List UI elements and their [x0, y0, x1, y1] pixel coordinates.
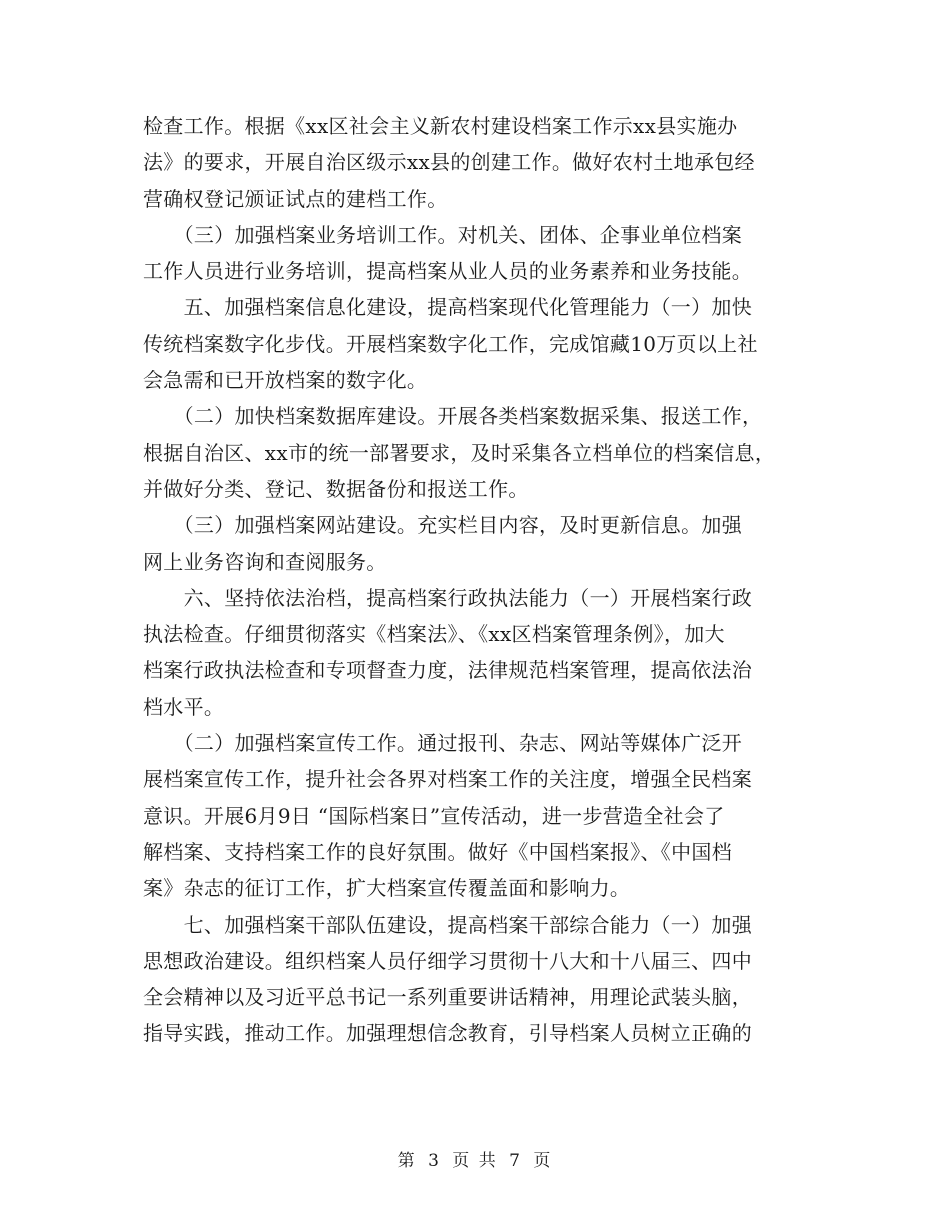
footer-suffix: 页: [533, 1151, 553, 1171]
text-line: 档水平。: [143, 694, 225, 719]
text-line: 档案行政执法检查和专项督查力度，法律规范档案管理，提高依法治: [143, 658, 752, 683]
text-line: 解档案、支持档案工作的良好氛围。做好《中国档案报》、《中国档: [143, 839, 732, 864]
text-line: 传统档案数字化步伐。开展档案数字化工作，完成馆藏10万页以上社: [143, 331, 758, 356]
text-line: 营确权登记颁证试点的建档工作。: [143, 186, 448, 211]
text-line: 五、加强档案信息化建设，提高档案现代化管理能力（一）加快: [143, 295, 752, 320]
text-line: 思想政治建设。组织档案人员仔细学习贯彻十八大和十八届三、四中: [143, 948, 752, 973]
footer-middle: 页 共: [452, 1151, 498, 1171]
text-line: 指导实践，推动工作。加强理想信念教育，引导档案人员树立正确的: [143, 1021, 752, 1046]
page-footer: [0, 1146, 950, 1171]
text-line: 意识。开展6月9日 “国际档案日”宣传活动，进一步营造全社会了: [143, 803, 725, 828]
text-line: 会急需和已开放档案的数字化。: [143, 368, 428, 393]
text-line: （三）加强档案网站建设。充实栏目内容，及时更新信息。加强: [143, 513, 742, 538]
text-line: 七、加强档案干部队伍建设，提高档案干部综合能力（一）加强: [143, 912, 752, 937]
text-line: 展档案宣传工作，提升社会各界对档案工作的关注度，增强全民档案: [143, 767, 752, 792]
text-line: 法》的要求，开展自治区级示xx县的创建工作。做好农村土地承包经: [143, 150, 755, 175]
current-page-number: 3: [428, 1151, 441, 1171]
text-line: 工作人员进行业务培训，提高档案从业人员的业务素养和业务技能。: [143, 259, 752, 284]
text-line: 六、坚持依法治档，提高档案行政执法能力（一）开展档案行政: [143, 585, 752, 610]
text-line: 案》杂志的征订工作，扩大档案宣传覆盖面和影响力。: [143, 876, 631, 901]
text-line: 并做好分类、登记、数据备份和报送工作。: [143, 476, 529, 501]
text-line: 执法检查。仔细贯彻落实《档案法》、《xx区档案管理条例》，加大: [143, 622, 725, 647]
text-line: 根据自治区、xx市的统一部署要求，及时采集各立档单位的档案信息，: [143, 440, 776, 465]
text-line: （二）加快档案数据库建设。开展各类档案数据采集、报送工作，: [143, 404, 763, 429]
text-line: （三）加强档案业务培训工作。对机关、团体、企事业单位档案: [143, 222, 742, 247]
total-pages-number: 7: [509, 1151, 522, 1171]
footer-prefix: 第: [397, 1151, 417, 1171]
text-line: （二）加强档案宣传工作。通过报刊、杂志、网站等媒体广泛开: [143, 731, 742, 756]
text-line: 网上业务咨询和查阅服务。: [143, 549, 387, 574]
document-body: [143, 108, 813, 1052]
text-line: 检查工作。根据《xx区社会主义新农村建设档案工作示xx县实施办: [143, 114, 738, 138]
text-line: 全会精神以及习近平总书记一系列重要讲话精神，用理论武装头脑，: [143, 985, 752, 1010]
